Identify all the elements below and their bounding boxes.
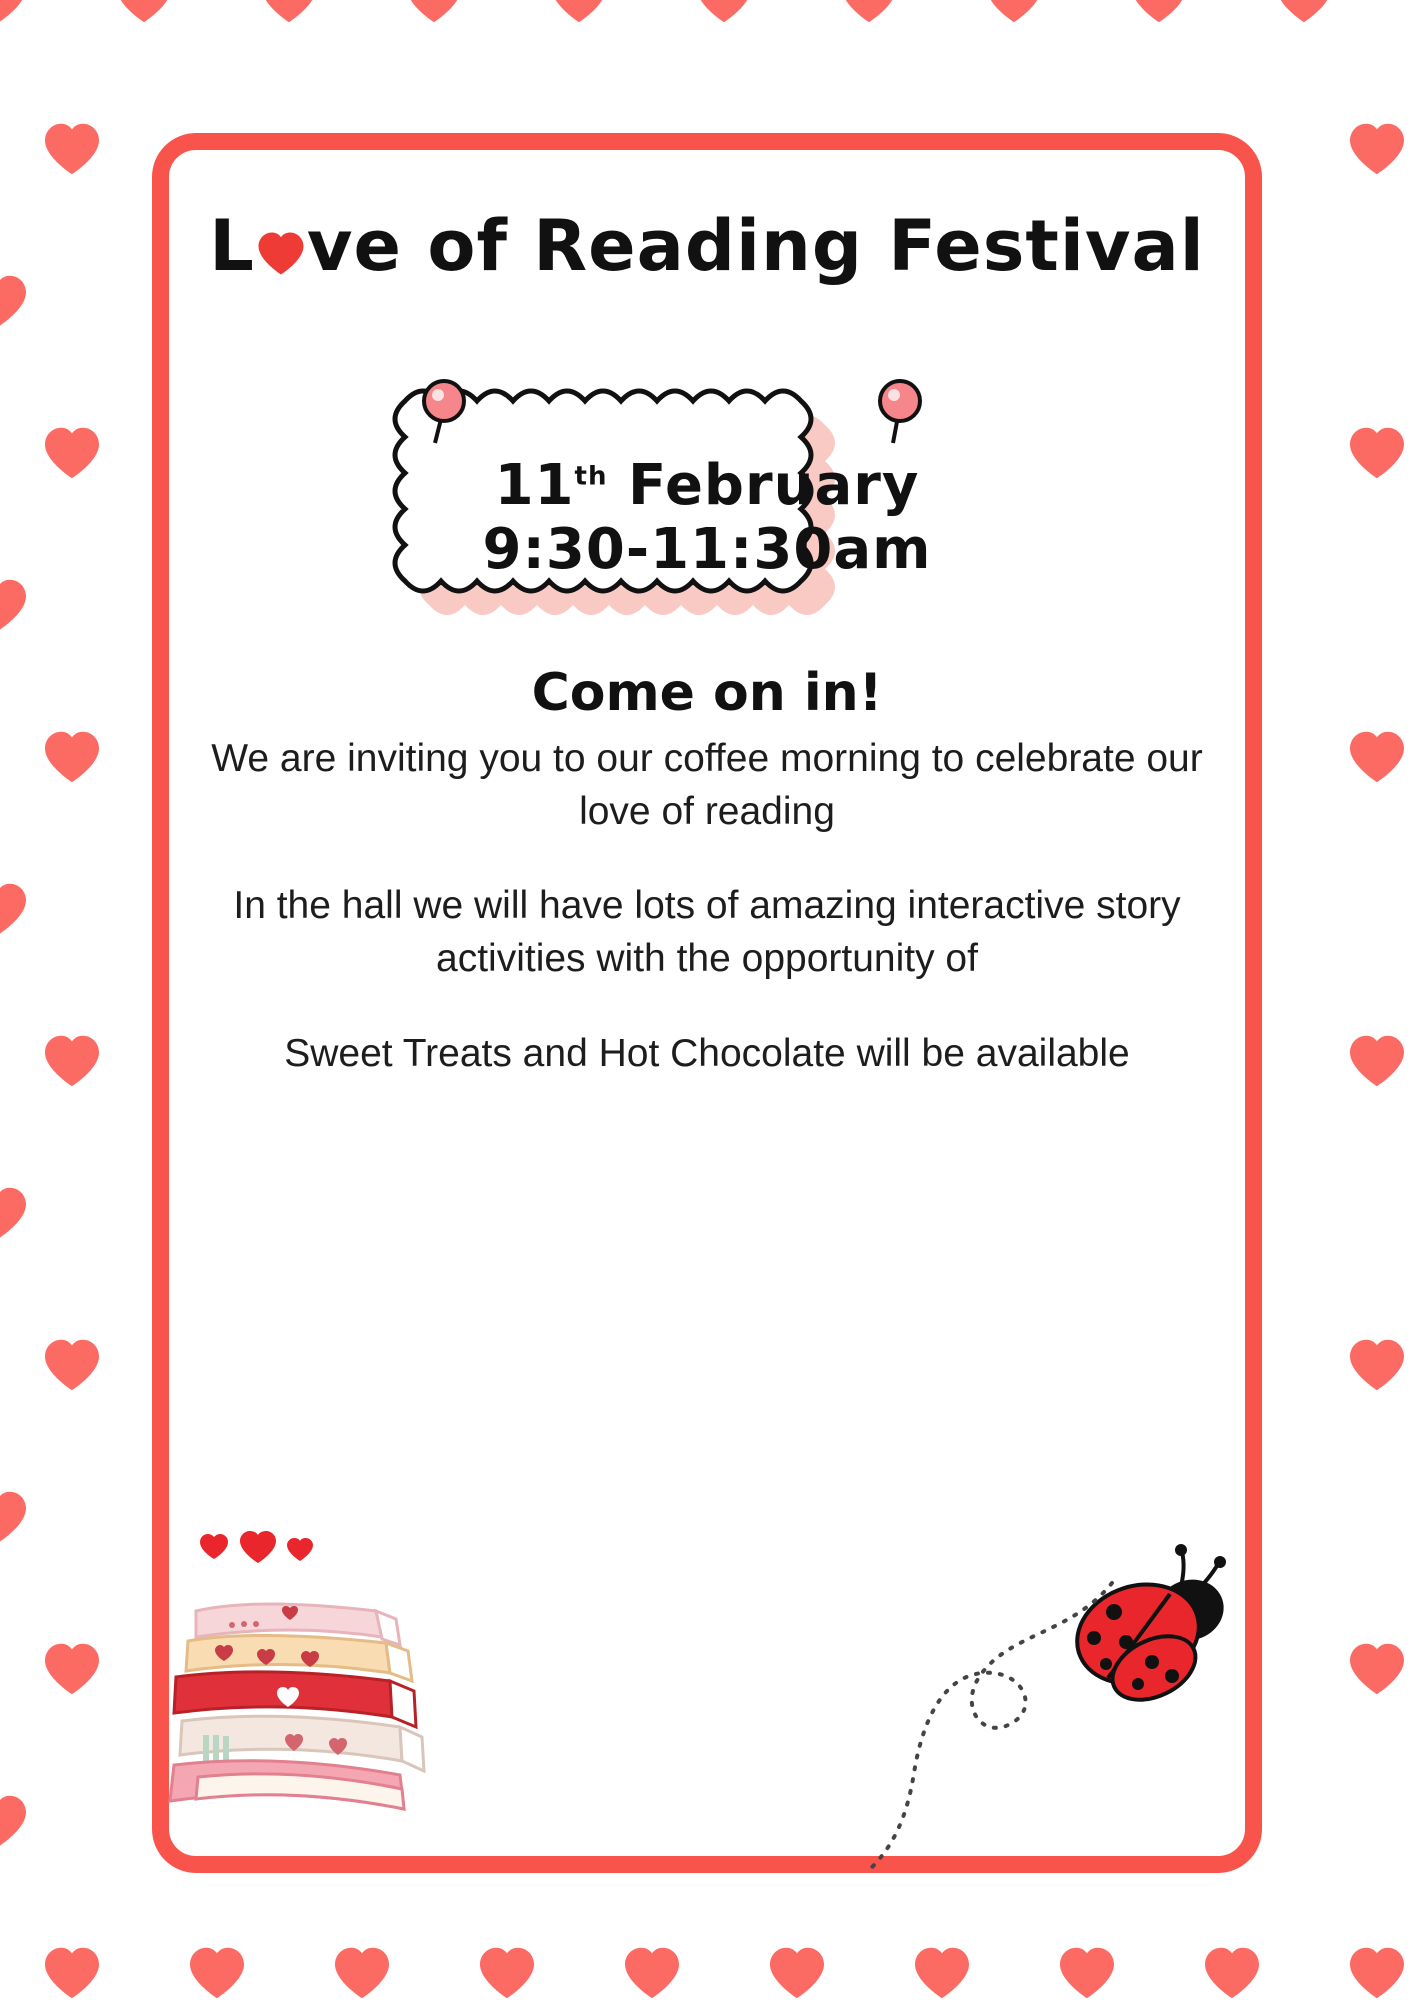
date-badge — [387, 373, 1027, 663]
body-paragraph: Sweet Treats and Hot Chocolate will be available — [284, 1031, 1130, 1075]
heart-icon — [550, 0, 608, 24]
book-stack-icon — [162, 1525, 452, 1825]
heart-icon — [0, 882, 28, 936]
heart-icon — [478, 1946, 536, 2000]
heart-icon — [257, 211, 305, 257]
heart-icon — [43, 730, 101, 784]
heart-icon — [115, 0, 173, 24]
heart-icon — [0, 1490, 28, 1544]
date-line — [495, 454, 920, 518]
heart-icon — [333, 1946, 391, 2000]
heart-icon — [188, 1946, 246, 2000]
subtitle: Come on in! — [531, 663, 883, 723]
page-title-part-1: L — [209, 205, 255, 287]
heart-icon — [1348, 1642, 1406, 1696]
dotted-heart-trail-icon — [862, 1573, 1122, 1873]
heart-icon — [0, 1794, 28, 1848]
heart-icon — [1348, 1338, 1406, 1392]
date-month: February — [627, 452, 920, 518]
heart-icon — [768, 1946, 826, 2000]
heart-icon — [405, 0, 463, 24]
heart-icon — [0, 1186, 28, 1240]
heart-icon — [1348, 426, 1406, 480]
heart-icon — [1348, 122, 1406, 176]
heart-icon — [1058, 1946, 1116, 2000]
heart-icon — [0, 274, 28, 328]
heart-icon — [43, 1338, 101, 1392]
heart-icon — [0, 578, 28, 632]
heart-icon — [1348, 1034, 1406, 1088]
heart-icon — [695, 0, 753, 24]
page-title-part-2: ve of Reading Festival — [306, 205, 1205, 287]
body-paragraph: In the hall we will have lots of amazing interactive story activities with the opportunity of — [233, 884, 1181, 980]
heart-icon — [840, 0, 898, 24]
page-title — [152, 205, 1262, 287]
date-day: 11 — [494, 452, 575, 518]
heart-icon — [0, 0, 28, 24]
body-paragraph: We are inviting you to our coffee morning to celebrate our love of reading — [211, 737, 1203, 833]
heart-icon — [43, 1642, 101, 1696]
heart-icon — [43, 122, 101, 176]
date-text — [387, 373, 1027, 663]
heart-icon — [623, 1946, 681, 2000]
heart-icon — [43, 426, 101, 480]
heart-icon — [43, 1034, 101, 1088]
heart-icon — [913, 1946, 971, 2000]
heart-icon — [260, 0, 318, 24]
heart-icon — [1348, 1946, 1406, 2000]
heart-icon — [43, 1946, 101, 2000]
poster-content — [152, 133, 1262, 1873]
time-line: 9:30-11:30am — [482, 517, 932, 582]
heart-icon — [1130, 0, 1188, 24]
heart-icon — [1275, 0, 1333, 24]
body-text — [207, 733, 1207, 1080]
heart-icon — [1203, 1946, 1261, 2000]
date-day-suffix: th — [574, 460, 608, 491]
heart-icon — [1348, 730, 1406, 784]
heart-icon — [985, 0, 1043, 24]
